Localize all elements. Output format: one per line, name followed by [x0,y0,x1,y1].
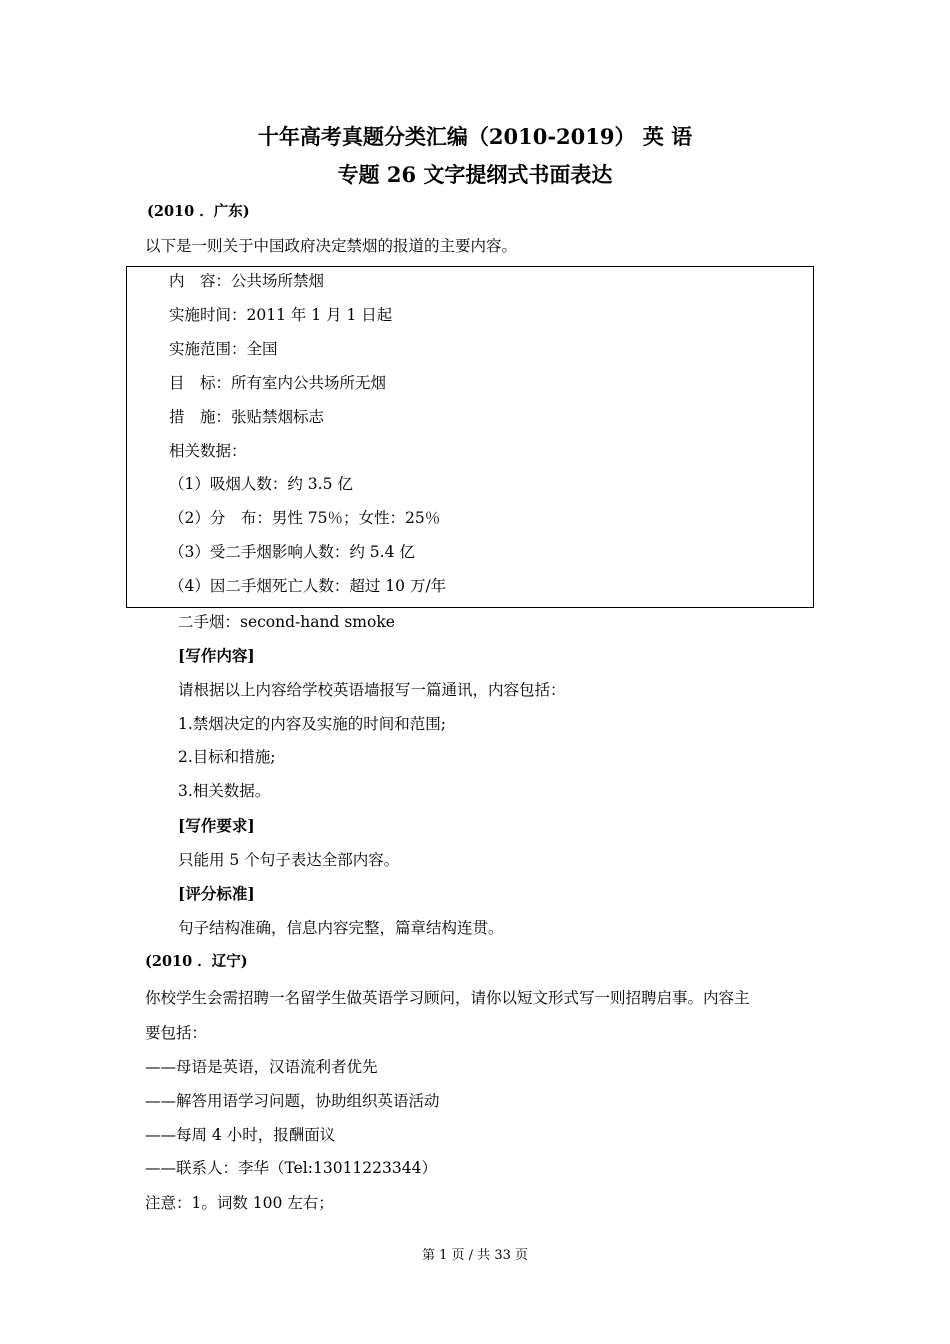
box-line: 措 施：张贴禁烟标志 [169,408,325,426]
content-item: 2.目标和措施; [178,748,276,766]
section1-tag: (2010 ．广东) [147,203,250,220]
box-line: 实施范围：全国 [169,340,278,358]
content-item: 3.相关数据。 [178,782,271,800]
doc-title: 十年高考真题分类汇编（2010-2019） 英 语 [257,124,693,149]
box-line: 相关数据： [169,442,247,460]
box-line: 内 容：公共场所禁烟 [169,272,325,290]
vocab-note: 二手烟：second-hand smoke [178,613,395,631]
content-intro: 请根据以上内容给学校英语墙报写一篇通讯，内容包括： [178,681,566,699]
list-item: ——每周 4 小时，报酬面议 [145,1126,336,1144]
list-item: ——解答用语学习问题，协助组织英语活动 [145,1092,440,1110]
scoring-text: 句子结构准确，信息内容完整，篇章结构连贯。 [178,919,504,937]
section1-intro: 以下是一则关于中国政府决定禁烟的报道的主要内容。 [145,237,518,255]
box-line: （3）受二手烟影响人数：约 5.4 亿 [169,543,415,561]
content-heading: [写作内容] [178,646,255,665]
box-line: 实施时间：2011 年 1 月 1 日起 [169,306,393,324]
section2-intro-cont: 要包括： [145,1024,208,1042]
requirements-text: 只能用 5 个句子表达全部内容。 [178,851,400,869]
box-line: （1）吸烟人数：约 3.5 亿 [169,475,353,493]
doc-subtitle: 专题 26 文字提纲式书面表达 [337,162,613,187]
box-line: （4）因二手烟死亡人数：超过 10 万/年 [169,577,447,595]
list-item: ——母语是英语，汉语流利者优先 [145,1058,378,1076]
section2-tag: (2010 ．辽宁) [145,953,248,970]
section2-intro: 你校学生会需招聘一名留学生做英语学习顾问，请你以短文形式写一则招聘启事。内容主 [145,989,750,1007]
section2-note: 注意：1。词数 100 左右； [145,1194,334,1212]
box-line: （2）分 布：男性 75％；女性：25％ [169,509,441,527]
page-number: 第 1 页 / 共 33 页 [422,1248,528,1263]
requirements-heading: [写作要求] [178,816,255,835]
scoring-heading: [评分标准] [178,884,255,903]
list-item: ——联系人：李华（Tel:13011223344） [145,1159,437,1177]
box-line: 目 标：所有室内公共场所无烟 [169,374,387,392]
content-item: 1.禁烟决定的内容及实施的时间和范围; [178,715,447,733]
